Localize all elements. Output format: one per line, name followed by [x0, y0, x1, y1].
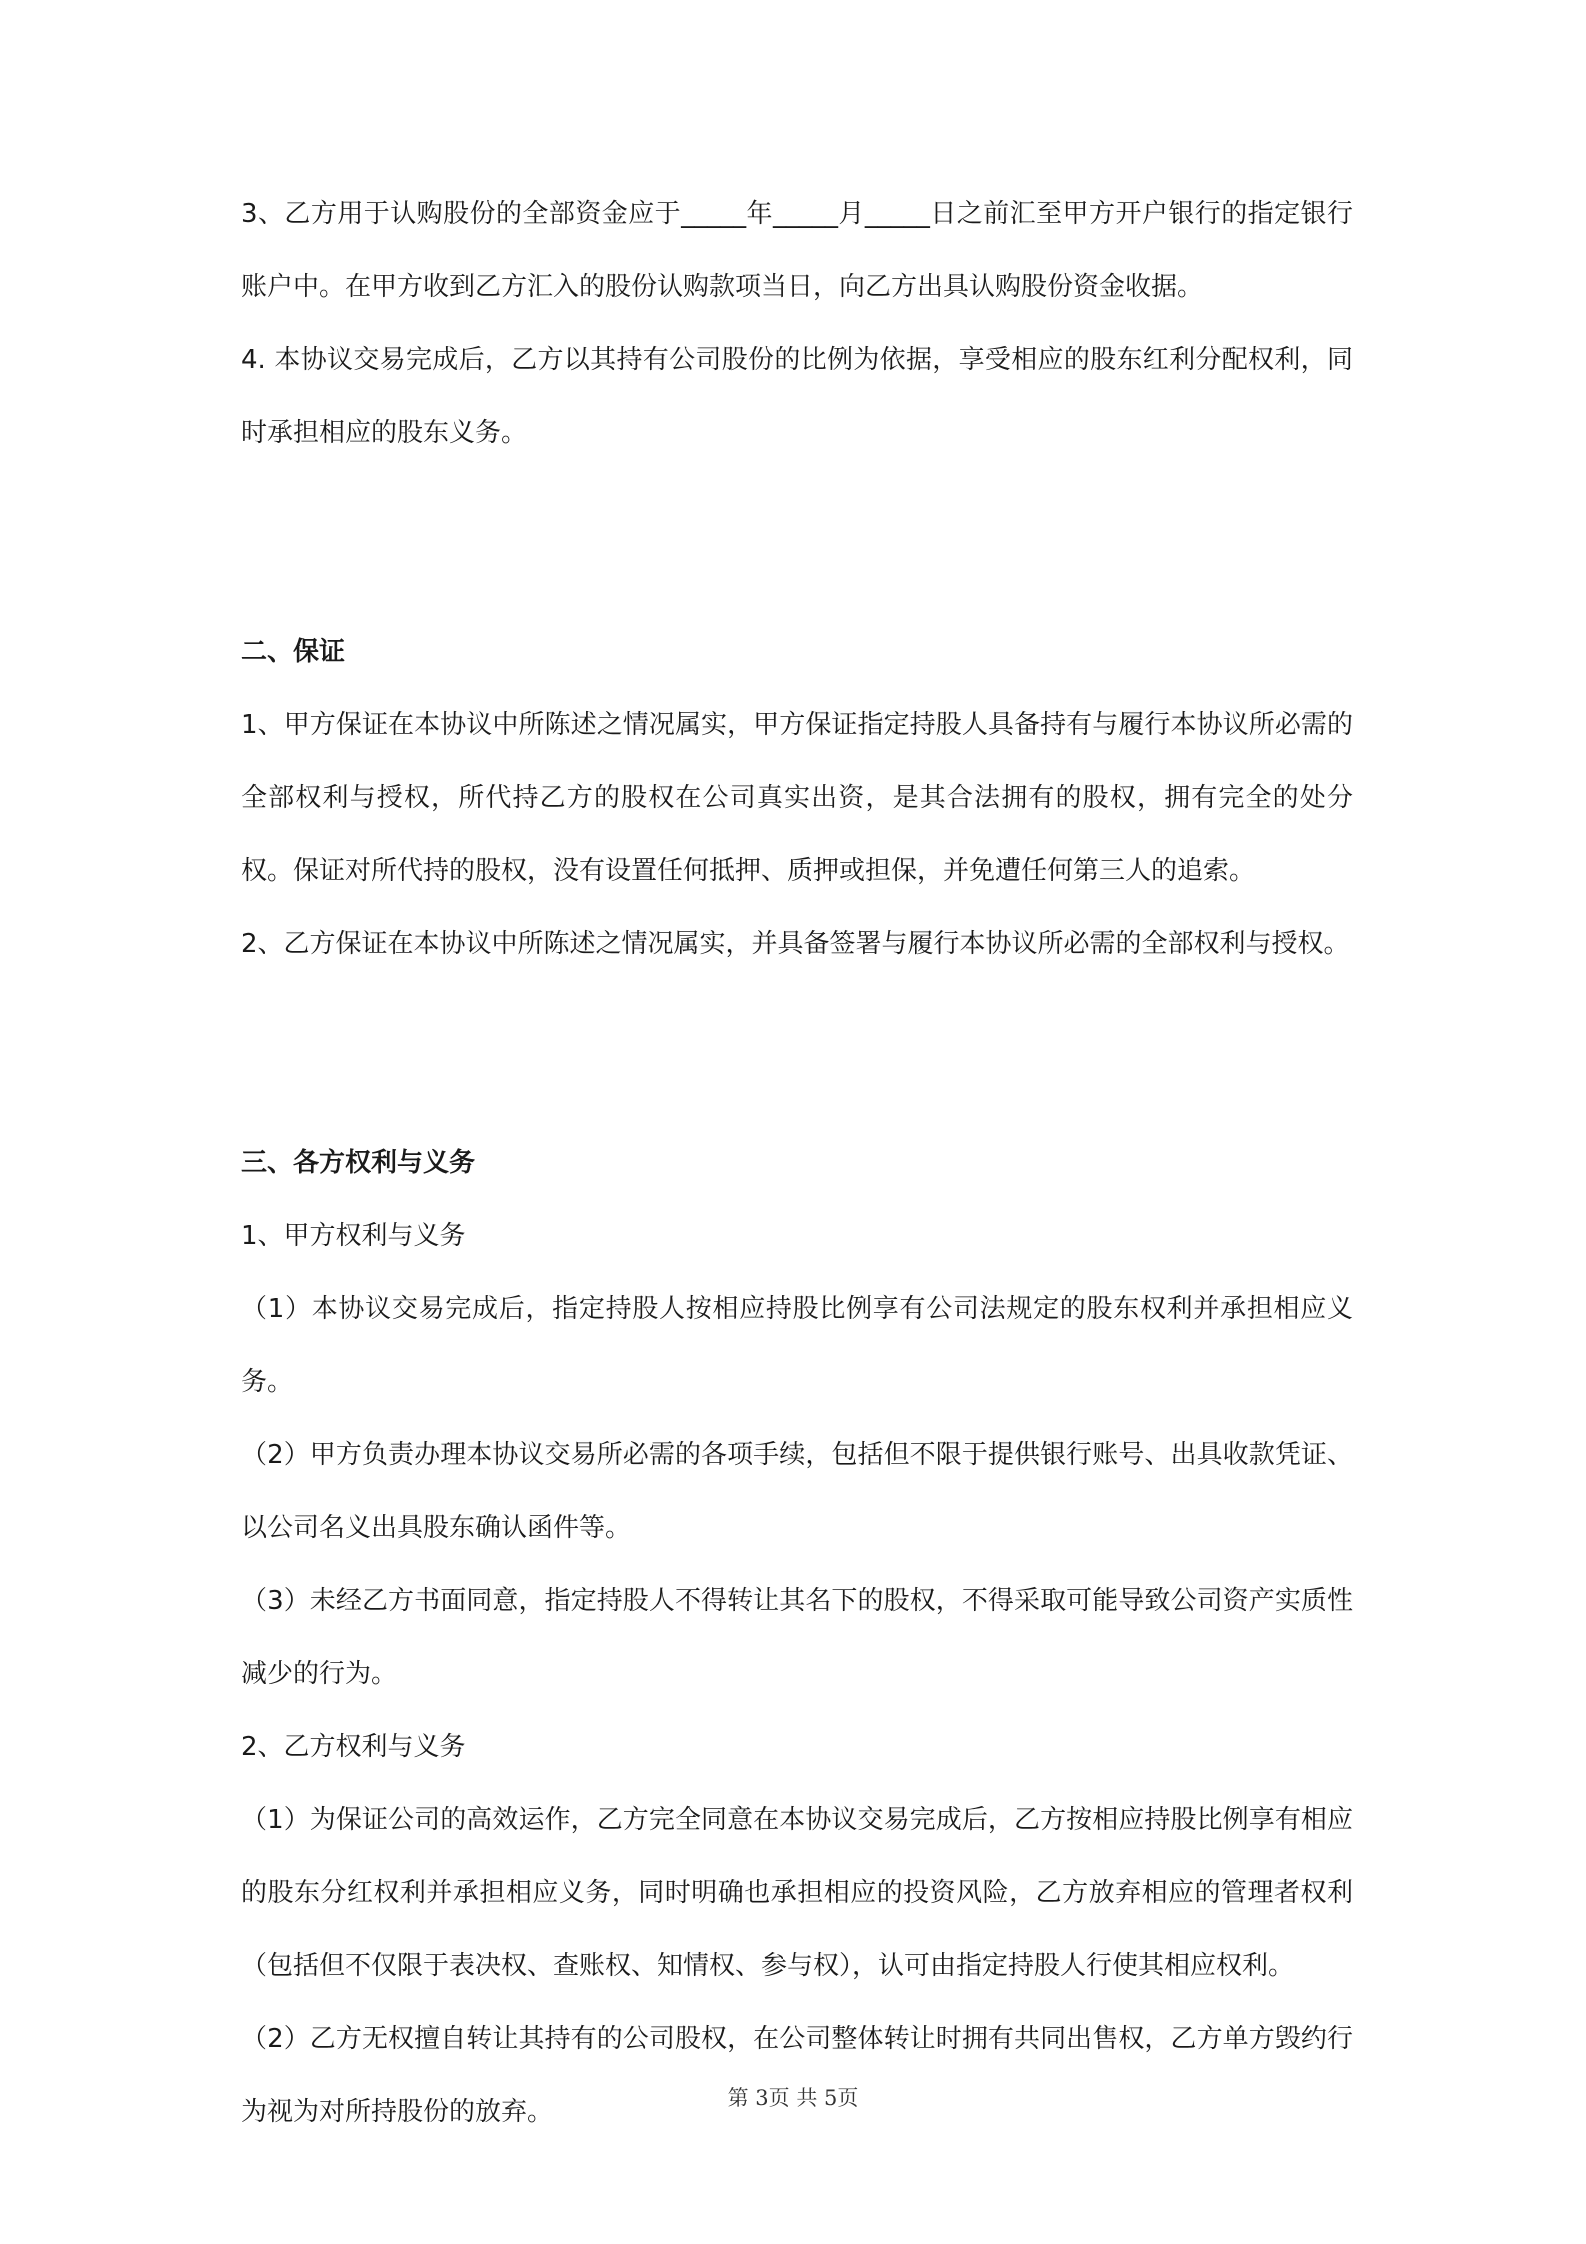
section-heading-rights-obligations: 三、各方权利与义务 [241, 1148, 476, 1178]
subheading-party-b: 2、乙方权利与义务 [241, 1732, 466, 1762]
list-item: （1）本协议交易完成后，指定持股人按相应持股比例享有公司法规定的股东权利并承担相应义务。 [241, 1294, 1353, 1397]
list-item: （1）为保证公司的高效运作，乙方完全同意在本协议交易完成后，乙方按相应持股比例享有相应的股东分红权利并承担相应义务，同时明确也承担相应的投资风险，乙方放弃相应的管理者权利（包括但不仅限于表决权、查账权、知情权、参与权），认可由指定持股人行使其相应权利。 [241, 1805, 1353, 1981]
paragraph-party-a-guarantee: 1、甲方保证在本协议中所陈述之情况属实，甲方保证指定持股人具备持有与履行本协议所必需的全部权利与授权，所代持乙方的股权在公司真实出资，是其合法拥有的股权，拥有完全的处分权。保证对所代持的股权，没有设置任何抵押、质押或担保，并免遭任何第三人的追索。 [241, 710, 1353, 886]
list-item: （3）未经乙方书面同意，指定持股人不得转让其名下的股权，不得采取可能导致公司资产实质性减少的行为。 [241, 1586, 1353, 1689]
paragraph-dividend-rights: 4. 本协议交易完成后，乙方以其持有公司股份的比例为依据，享受相应的股东红利分配权利，同时承担相应的股东义务。 [241, 345, 1353, 448]
subheading-party-a: 1、甲方权利与义务 [241, 1221, 466, 1251]
list-item: （2）乙方无权擅自转让其持有的公司股权，在公司整体转让时拥有共同出售权，乙方单方毁约行为视为对所持股份的放弃。 [241, 2024, 1353, 2127]
paragraph-party-b-guarantee: 2、乙方保证在本协议中所陈述之情况属实，并具备签署与履行本协议所必需的全部权利与授权。 [241, 929, 1350, 959]
document-body [241, 178, 1353, 2149]
list-item: （2）甲方负责办理本协议交易所必需的各项手续，包括但不限于提供银行账号、出具收款凭证、以公司名义出具股东确认函件等。 [241, 1440, 1353, 1543]
page-footer: 第 3页 共 5页 [727, 2086, 859, 2110]
section-spacer [241, 470, 1353, 616]
section-heading-guarantee: 二、保证 [241, 637, 346, 667]
section-spacer [241, 981, 1353, 1127]
paragraph-fund-payment: 3、乙方用于认购股份的全部资金应于_____年_____月_____日之前汇至甲方开户银行的指定银行账户中。在甲方收到乙方汇入的股份认购款项当日，向乙方出具认购股份资金收据。 [241, 199, 1353, 302]
